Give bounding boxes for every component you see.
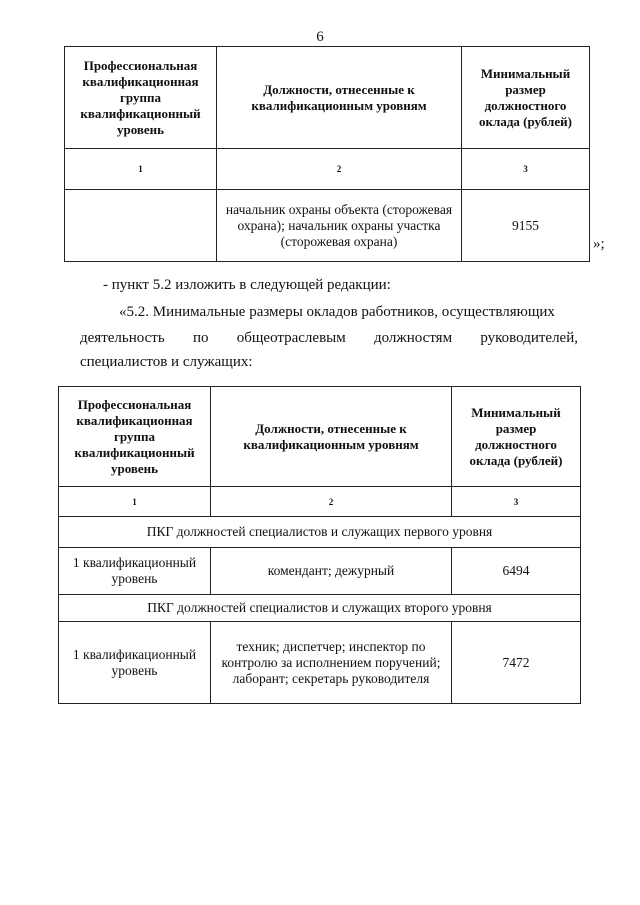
group-title-row bbox=[59, 517, 581, 548]
header-positions: Должности, отнесенные к квалификационным уровням bbox=[211, 387, 452, 487]
table-row bbox=[59, 548, 581, 595]
column-number: 2 bbox=[211, 487, 452, 517]
positions-cell: комендант; дежурный bbox=[211, 548, 452, 595]
column-number: 3 bbox=[452, 487, 581, 517]
qualification-level: 1 квалификационный уровень bbox=[59, 622, 211, 704]
paragraph-line: специалистов и служащих: bbox=[80, 354, 253, 370]
amendment-item: - пункт 5.2 изложить в следующей редакции: bbox=[103, 277, 391, 293]
column-number: 3 bbox=[462, 149, 590, 190]
salary-table-specialists bbox=[58, 386, 581, 704]
closing-quote: »; bbox=[593, 236, 605, 252]
group-title: ПКГ должностей специалистов и служащих первого уровня bbox=[59, 517, 581, 548]
salary-table-guard bbox=[64, 46, 590, 262]
salary-cell: 6494 bbox=[452, 548, 581, 595]
header-qualification-group: Профессиональная квалификационная группа квалификационный уровень bbox=[65, 47, 217, 149]
column-number: 1 bbox=[59, 487, 211, 517]
header-positions: Должности, отнесенные к квалификационным уровням bbox=[217, 47, 462, 149]
salary-cell: 7472 bbox=[452, 622, 581, 704]
column-number-row bbox=[65, 149, 590, 190]
table-header-row bbox=[65, 47, 590, 149]
header-min-salary: Минимальный размер должностного оклада (рублей) bbox=[452, 387, 581, 487]
column-number-row bbox=[59, 487, 581, 517]
table-row bbox=[65, 190, 590, 262]
column-number: 2 bbox=[217, 149, 462, 190]
header-min-salary: Минимальный размер должностного оклада (рублей) bbox=[462, 47, 590, 149]
column-number: 1 bbox=[65, 149, 217, 190]
page-number: 6 bbox=[316, 29, 324, 45]
group-title: ПКГ должностей специалистов и служащих второго уровня bbox=[59, 595, 581, 622]
positions-cell: техник; диспетчер; инспектор по контролю за исполнением поручений; лаборант; секретарь руководителя bbox=[211, 622, 452, 704]
group-title-row bbox=[59, 595, 581, 622]
paragraph-line: «5.2. Минимальные размеры окладов работников, осуществляющих bbox=[119, 304, 555, 320]
salary-cell: 9155 bbox=[462, 190, 590, 262]
positions-cell: начальник охраны объекта (сторожевая охрана); начальник охраны участка (сторожевая охрана) bbox=[217, 190, 462, 262]
qualification-level: 1 квалификационный уровень bbox=[59, 548, 211, 595]
paragraph-line: деятельность по общеотраслевым должностям руководителей, bbox=[80, 330, 578, 346]
qualification-level bbox=[65, 190, 217, 262]
table-header-row bbox=[59, 387, 581, 487]
header-qualification-group: Профессиональная квалификационная группа квалификационный уровень bbox=[59, 387, 211, 487]
table-row bbox=[59, 622, 581, 704]
